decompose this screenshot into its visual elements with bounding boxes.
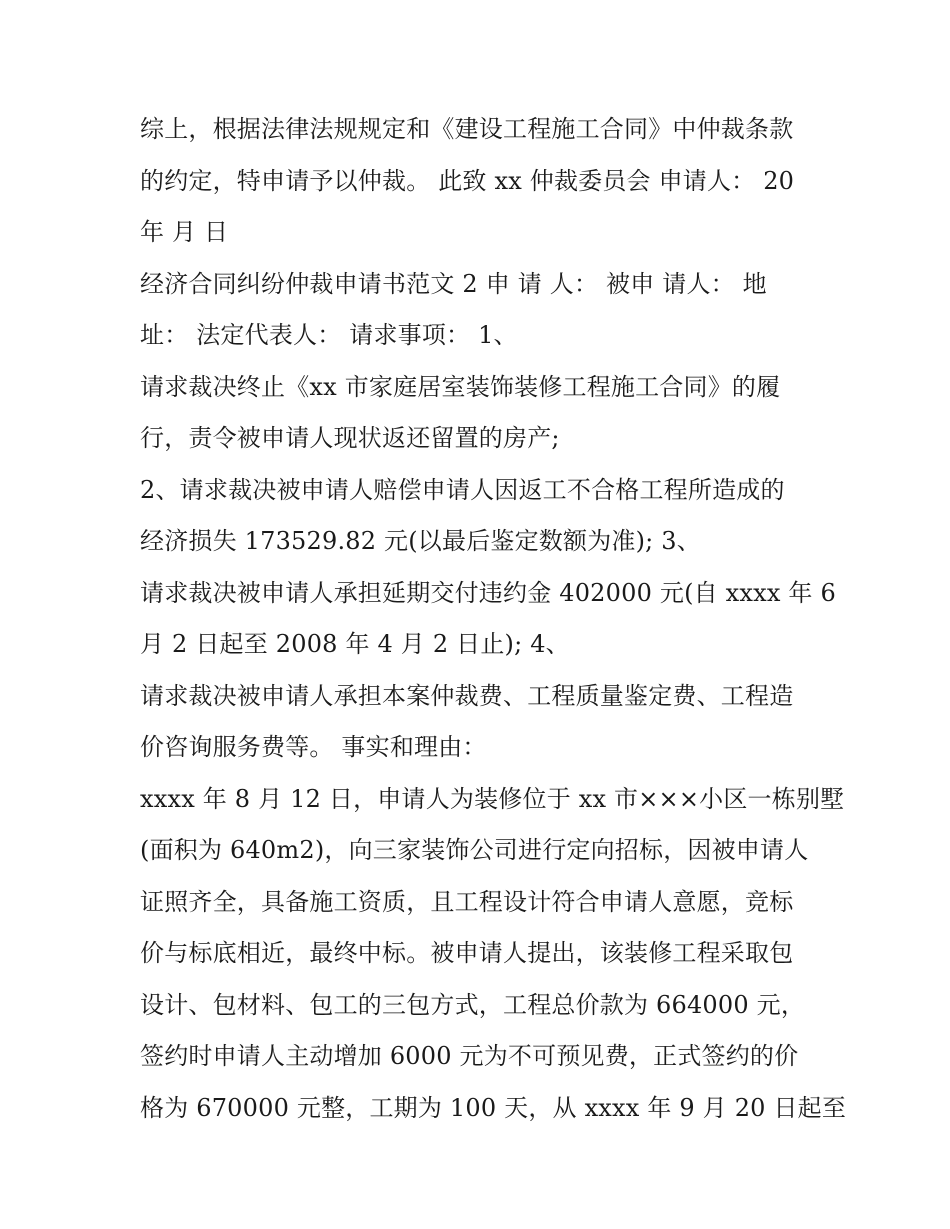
text-line: 格为 670000 元整，工期为 100 天，从 xxxx 年 9 月 20 日起至 xyxy=(140,1093,847,1122)
text-line: 经济损失 173529.82 元(以最后鉴定数额为准); 3、 xyxy=(140,527,701,555)
text-line: 经济合同纠纷仲裁申请书范文 2 申 请 人： 被申 请人： 地 xyxy=(140,269,767,298)
text-line: 请求裁决被申请人承担延期交付违约金 402000 元(自 xxxx 年 6 xyxy=(140,578,836,607)
text-line: 月 2 日起至 2008 年 4 月 2 日止); 4、 xyxy=(140,630,570,658)
text-line: 年 月 日 xyxy=(140,218,229,246)
text-line: 址： 法定代表人： 请求事项： 1、 xyxy=(140,321,518,349)
text-line: 2、请求裁决被申请人赔偿申请人因返工不合格工程所造成的 xyxy=(140,475,785,504)
text-line: 的约定，特申请予以仲裁。 此致 xx 仲裁委员会 申请人： 20 xyxy=(140,166,795,195)
text-line: 请求裁决终止《xx 市家庭居室装饰装修工程施工合同》的履 xyxy=(140,372,781,401)
text-line: 证照齐全，具备施工资质，且工程设计符合申请人意愿，竞标 xyxy=(140,887,794,916)
text-line: 签约时申请人主动增加 6000 元为不可预见费，正式签约的价 xyxy=(140,1042,799,1070)
text-line: 综上，根据法律法规规定和《建设工程施工合同》中仲裁条款 xyxy=(140,115,794,143)
text-line: (面积为 640m2)，向三家装饰公司进行定向招标，因被申请人 xyxy=(140,836,809,864)
text-line: 请求裁决被申请人承担本案仲裁费、工程质量鉴定费、工程造 xyxy=(140,681,794,710)
document-body xyxy=(140,104,847,1134)
text-line: xxxx 年 8 月 12 日，申请人为装修位于 xx 市×××小区一栋别墅 xyxy=(140,784,845,813)
text-line: 价咨询服务费等。 事实和理由： xyxy=(140,733,487,761)
text-line: 价与标底相近，最终中标。被申请人提出，该装修工程采取包 xyxy=(140,939,794,967)
text-line: 设计、包材料、包工的三包方式，工程总价款为 664000 元， xyxy=(140,990,806,1019)
text-line: 行，责令被申请人现状返还留置的房产; xyxy=(140,424,560,452)
